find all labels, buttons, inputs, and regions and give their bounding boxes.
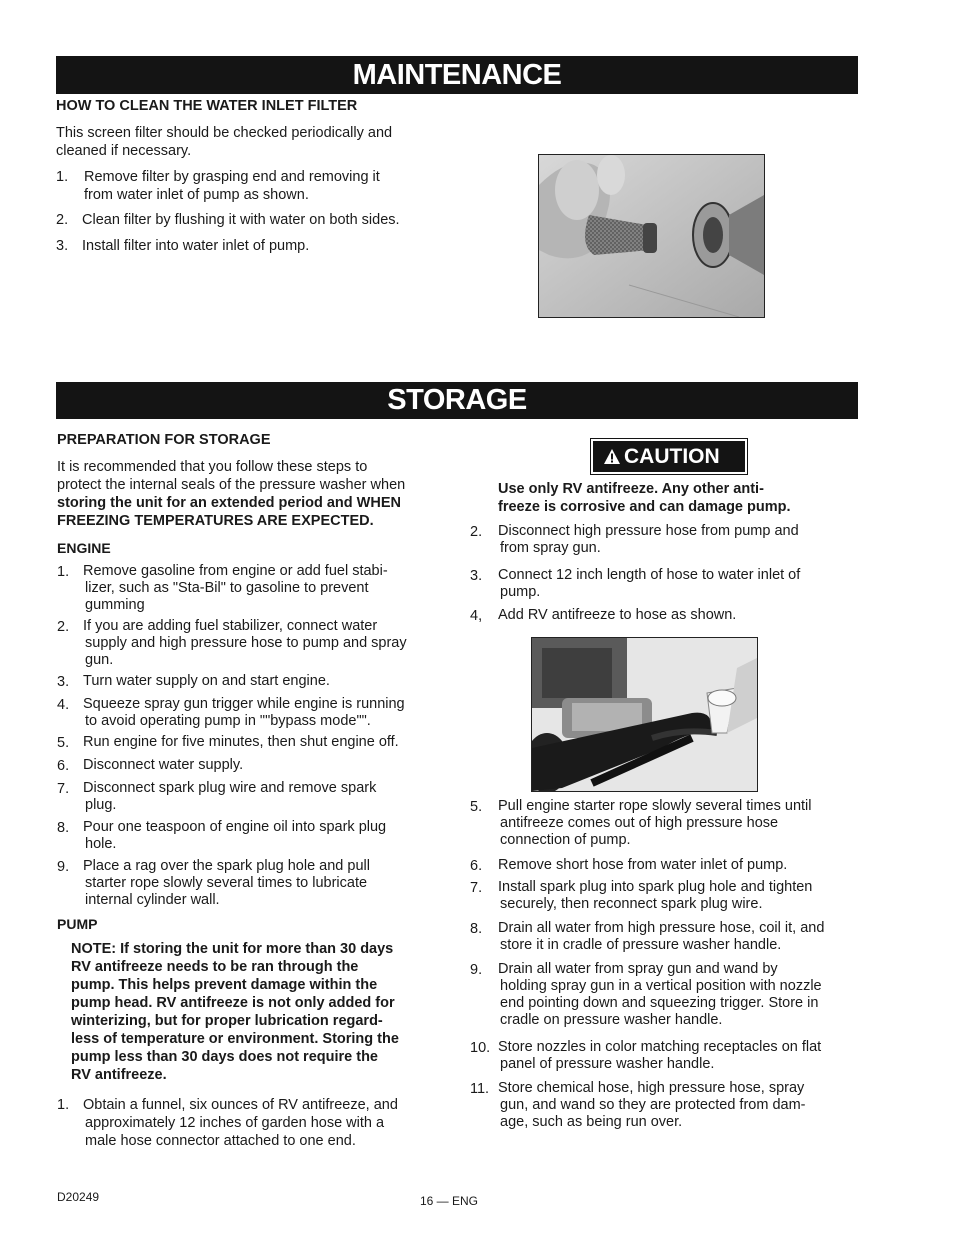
step-text: internal cylinder wall. bbox=[85, 892, 220, 908]
filter-step bbox=[56, 211, 456, 229]
filter-heading: HOW TO CLEAN THE WATER INLET FILTER bbox=[56, 98, 358, 114]
document-code: D20249 bbox=[57, 1190, 100, 1204]
step-text: Pull engine starter rope slowly several times until bbox=[498, 798, 812, 814]
list-item bbox=[57, 858, 457, 909]
step-text: Disconnect spark plug wire and remove spark bbox=[83, 780, 377, 796]
step-number: 3. bbox=[57, 674, 70, 690]
step-text: male hose connector attached to one end. bbox=[85, 1133, 356, 1149]
filter-intro bbox=[56, 124, 392, 160]
note-line: RV antifreeze. bbox=[71, 1067, 167, 1083]
list-item bbox=[470, 567, 860, 601]
list-item bbox=[470, 857, 860, 874]
step-text: Connect 12 inch length of hose to water inlet of bbox=[498, 567, 801, 583]
list-item bbox=[57, 819, 457, 853]
caution-text bbox=[498, 480, 858, 516]
step-text: store it in cradle of pressure washer handle. bbox=[500, 937, 782, 953]
list-item bbox=[470, 961, 860, 1029]
note-line: winterizing, but for proper lubrication regard- bbox=[71, 1013, 383, 1029]
step-number: 10. bbox=[470, 1040, 491, 1056]
step-text: Drain all water from spray gun and wand by bbox=[498, 961, 778, 977]
list-item bbox=[470, 1039, 860, 1073]
step-text: cradle on pressure washer handle. bbox=[500, 1012, 723, 1028]
step-text: from spray gun. bbox=[500, 540, 601, 556]
list-item bbox=[57, 673, 457, 690]
list-item bbox=[57, 734, 457, 751]
list-item bbox=[470, 920, 860, 954]
step-text: Squeeze spray gun trigger while engine is running bbox=[83, 696, 405, 712]
intro-bold-line: storing the unit for an extended period and WHEN bbox=[57, 495, 401, 511]
step-text: Obtain a funnel, six ounces of RV antifreeze, and bbox=[83, 1097, 398, 1113]
step-text: approximately 12 inches of garden hose with a bbox=[85, 1115, 385, 1131]
step-text: starter rope slowly several times to lubricate bbox=[85, 875, 368, 891]
step-number: 6. bbox=[470, 858, 483, 874]
antifreeze-photo bbox=[531, 637, 758, 792]
step-number: 4. bbox=[57, 697, 70, 713]
step-text: Clean filter by flushing it with water on both sides. bbox=[82, 212, 400, 228]
step-text: Install filter into water inlet of pump. bbox=[82, 238, 310, 254]
engine-heading: ENGINE bbox=[57, 540, 111, 556]
list-item bbox=[57, 618, 457, 669]
caution-line: Use only RV antifreeze. Any other anti- bbox=[498, 481, 764, 497]
filter-intro-line: cleaned if necessary. bbox=[56, 143, 192, 159]
step-number: 11. bbox=[470, 1081, 490, 1097]
step-text: from water inlet of pump as shown. bbox=[84, 187, 309, 203]
step-text: gumming bbox=[85, 597, 145, 613]
note-line: RV antifreeze needs to be ran through the bbox=[71, 959, 359, 975]
step-text: Add RV antifreeze to hose as shown. bbox=[498, 607, 737, 623]
list-item bbox=[57, 780, 457, 814]
step-number: 5. bbox=[470, 799, 483, 815]
intro-bold-line: FREEZING TEMPERATURES ARE EXPECTED. bbox=[57, 513, 374, 529]
step-text: age, such as being run over. bbox=[500, 1114, 683, 1130]
list-item bbox=[470, 607, 860, 624]
prep-intro bbox=[57, 458, 457, 530]
step-number: 2. bbox=[57, 619, 70, 635]
step-text: plug. bbox=[85, 797, 117, 813]
note-line: pump. This helps prevent damage within the bbox=[71, 977, 378, 993]
step-text: Turn water supply on and start engine. bbox=[83, 673, 330, 689]
step-text: Place a rag over the spark plug hole and pull bbox=[83, 858, 370, 874]
pump-heading: PUMP bbox=[57, 916, 98, 932]
pump-step bbox=[57, 1096, 457, 1150]
step-text: gun. bbox=[85, 652, 114, 668]
step-number: 6. bbox=[57, 758, 70, 774]
step-text: lizer, such as "Sta-Bil" to gasoline to prevent bbox=[85, 580, 369, 596]
step-number: 8. bbox=[57, 820, 70, 836]
note-line: pump head. RV antifreeze is not only added for bbox=[71, 995, 395, 1011]
step-text: Pour one teaspoon of engine oil into spark plug bbox=[83, 819, 387, 835]
step-text: Remove gasoline from engine or add fuel stabi- bbox=[83, 563, 388, 579]
step-number: 4, bbox=[470, 608, 483, 624]
step-text: panel of pressure washer handle. bbox=[500, 1056, 715, 1072]
step-number: 2. bbox=[56, 212, 69, 228]
step-text: Remove short hose from water inlet of pump. bbox=[498, 857, 788, 873]
list-item bbox=[470, 879, 860, 913]
list-item bbox=[57, 563, 457, 614]
step-number: 3. bbox=[56, 238, 69, 254]
caution-label: CAUTION bbox=[624, 445, 720, 468]
note-line: pump less than 30 days does not require the bbox=[71, 1049, 378, 1065]
step-number: 9. bbox=[57, 859, 70, 875]
note-line: less of temperature or environment. Storing the bbox=[71, 1031, 399, 1047]
storage-title: STORAGE bbox=[56, 382, 858, 419]
list-item bbox=[57, 696, 457, 730]
list-item bbox=[57, 757, 457, 774]
step-number: 1. bbox=[56, 169, 69, 185]
step-text: Run engine for five minutes, then shut engine off. bbox=[83, 734, 399, 750]
filter-step bbox=[56, 237, 456, 255]
step-text: If you are adding fuel stabilizer, connect water bbox=[83, 618, 378, 634]
step-text: hole. bbox=[85, 836, 117, 852]
list-item bbox=[470, 798, 860, 849]
step-text: Disconnect water supply. bbox=[83, 757, 244, 773]
step-text: securely, then reconnect spark plug wire. bbox=[500, 896, 763, 912]
list-item bbox=[470, 1080, 860, 1131]
step-text: Drain all water from high pressure hose, coil it, and bbox=[498, 920, 825, 936]
step-text: pump. bbox=[500, 584, 541, 600]
prep-heading: PREPARATION FOR STORAGE bbox=[57, 432, 271, 448]
warning-triangle-icon bbox=[603, 448, 621, 465]
step-text: Remove filter by grasping end and removing it bbox=[84, 169, 380, 185]
caution-line: freeze is corrosive and can damage pump. bbox=[498, 499, 791, 515]
step-number: 3. bbox=[470, 568, 483, 584]
step-text: Install spark plug into spark plug hole and tighten bbox=[498, 879, 813, 895]
step-number: 5. bbox=[57, 735, 70, 751]
step-text: antifreeze comes out of high pressure hose bbox=[500, 815, 779, 831]
note-line: NOTE: If storing the unit for more than 30 days bbox=[71, 941, 394, 957]
maintenance-title: MAINTENANCE bbox=[56, 56, 858, 94]
step-text: holding spray gun in a vertical position with nozzle bbox=[500, 978, 822, 994]
step-number: 9. bbox=[470, 962, 483, 978]
step-number: 2. bbox=[470, 524, 483, 540]
list-item bbox=[470, 523, 860, 557]
step-text: end pointing down and squeezing trigger. Store in bbox=[500, 995, 819, 1011]
filter-removal-photo bbox=[538, 154, 765, 318]
step-text: Disconnect high pressure hose from pump and bbox=[498, 523, 799, 539]
caution-badge bbox=[591, 439, 747, 474]
intro-line: protect the internal seals of the pressure washer when bbox=[57, 477, 406, 493]
intro-line: It is recommended that you follow these steps to bbox=[57, 459, 368, 475]
step-number: 7. bbox=[57, 781, 70, 797]
filter-intro-line: This screen filter should be checked periodically and bbox=[56, 125, 393, 141]
step-number: 1. bbox=[57, 1097, 70, 1113]
step-text: Store nozzles in color matching receptacles on flat bbox=[498, 1039, 822, 1055]
step-text: gun, and wand so they are protected from dam- bbox=[500, 1097, 806, 1113]
step-number: 8. bbox=[470, 921, 483, 937]
step-text: connection of pump. bbox=[500, 832, 631, 848]
step-number: 7. bbox=[470, 880, 483, 896]
step-text: supply and high pressure hose to pump and spray bbox=[85, 635, 407, 651]
filter-step bbox=[56, 168, 456, 204]
step-text: to avoid operating pump in ""bypass mode"". bbox=[85, 713, 371, 729]
page-number: 16 — ENG bbox=[420, 1194, 479, 1208]
step-text: Store chemical hose, high pressure hose, spray bbox=[498, 1080, 805, 1096]
step-number: 1. bbox=[57, 564, 70, 580]
pump-note bbox=[71, 940, 451, 1084]
